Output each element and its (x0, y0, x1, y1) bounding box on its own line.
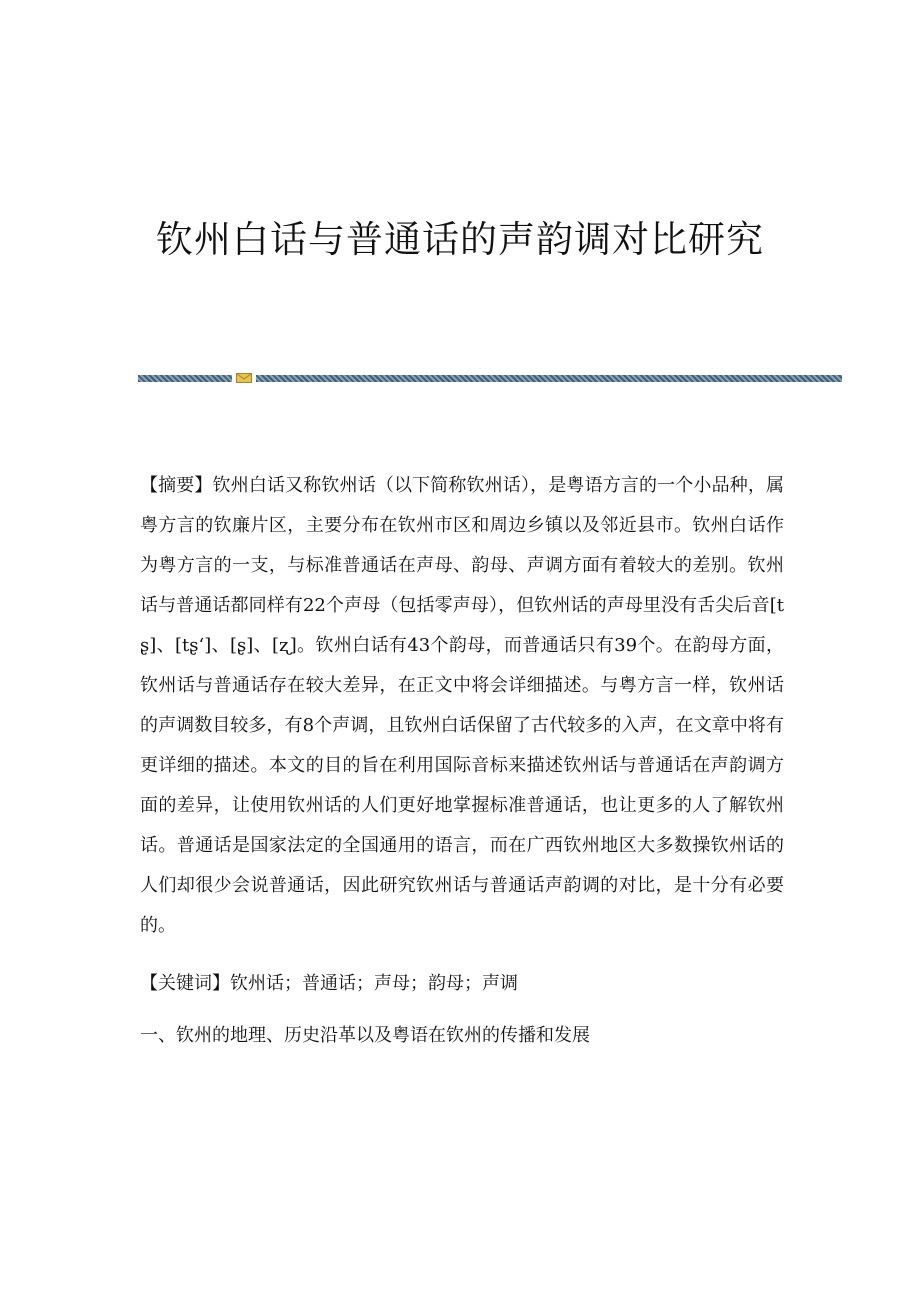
section-heading: 一、钦州的地理、历史沿革以及粤语在钦州的传播和发展 (140, 1025, 590, 1046)
abstract-text: 钦州白话又称钦州话（以下简称钦州话），是粤语方言的一个小品种，属粤方言的钦廉片区，主要分布在钦州市区和周边乡镇以及邻近县市。钦州白话作为粤方言的一支，与标准普通话在声母、韵母、声调方面有着较大的差别。钦州话与普通话都同样有22个声母（包括零声母），但钦州话的声母里没有舌尖后音[tʂ]、[tʂʻ]、[ʂ]、[ʐ]。钦州白话有43个韵母，而普通话只有39个。在韵母方面，钦州话与普通话存在较大差异，在正文中将会详细描述。与粤方言一样，钦州话的声调数目较多，有8个声调，且钦州白话保留了古代较多的入声，在文章中将有更详细的描述。本文的目的旨在利用国际音标来描述钦州话与普通话在声韵调方面的差异，让使用钦州话的人们更好地掌握标准普通话，也让更多的人了解钦州话。普通话是国家法定的全国通用的语言，而在广西钦州地区大多数操钦州话的人们却很少会说普通话，因此研究钦州话与普通话声韵调的对比，是十分有必要的。 (140, 475, 785, 936)
envelope-ornament-icon (236, 373, 252, 383)
document-body (140, 466, 784, 1056)
divider-bar-right (256, 375, 842, 382)
divider-bar-left (138, 375, 232, 382)
document-title: 钦州白话与普通话的声韵调对比研究 (156, 218, 764, 261)
keywords-label: 【关键词】 (140, 973, 230, 994)
keywords-text: 钦州话；普通话；声母；韵母；声调 (230, 973, 518, 994)
keywords-paragraph (140, 964, 784, 1004)
abstract-paragraph (140, 466, 784, 946)
abstract-label: 【摘要】 (140, 475, 213, 496)
title-divider (138, 373, 842, 383)
